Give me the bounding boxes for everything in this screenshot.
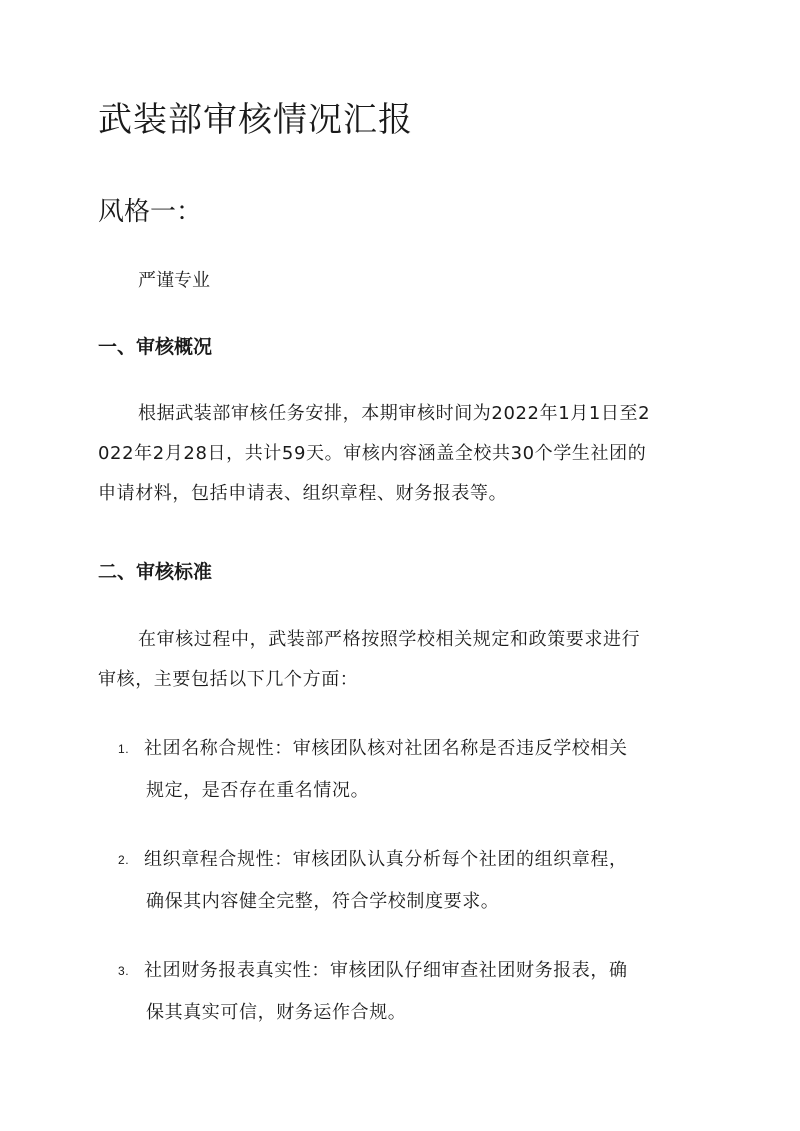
list-item-number: 1.	[118, 742, 130, 756]
document-title: 武装部审核情况汇报	[98, 100, 413, 140]
section-heading-overview: 一、审核概况	[98, 336, 213, 358]
list-item-number: 3.	[118, 964, 130, 978]
paragraph-line: 022年2月28日，共计59天。审核内容涵盖全校共30个学生社团的	[98, 443, 647, 464]
list-item	[118, 728, 708, 812]
list-item-line: 组织章程合规性：审核团队认真分析每个社团的组织章程，	[144, 849, 628, 870]
list-item	[118, 950, 708, 1034]
paragraph-line: 申请材料，包括申请表、组织章程、财务报表等。	[98, 483, 508, 504]
list-item-number: 2.	[118, 853, 130, 867]
section-heading-standards: 二、审核标准	[98, 561, 213, 583]
list-item	[118, 839, 708, 923]
style-heading: 风格一：	[98, 197, 203, 227]
list-item-line: 规定，是否存在重名情况。	[146, 780, 370, 801]
style-subtitle: 严谨专业	[138, 270, 210, 291]
paragraph-line: 根据武装部审核任务安排，本期审核时间为2022年1月1日至2	[138, 403, 651, 424]
paragraph-line: 审核，主要包括以下几个方面：	[98, 669, 359, 690]
paragraph-line: 在审核过程中，武装部严格按照学校相关规定和政策要求进行	[138, 629, 641, 650]
overview-paragraph	[98, 394, 702, 514]
list-item-line: 社团财务报表真实性：审核团队仔细审查社团财务报表，确	[144, 960, 628, 981]
list-item-line: 保其真实可信，财务运作合规。	[146, 1002, 407, 1023]
list-item-line: 确保其内容健全完整，符合学校制度要求。	[146, 891, 500, 912]
list-item-line: 社团名称合规性：审核团队核对社团名称是否违反学校相关	[144, 738, 628, 759]
standards-paragraph	[98, 620, 702, 700]
